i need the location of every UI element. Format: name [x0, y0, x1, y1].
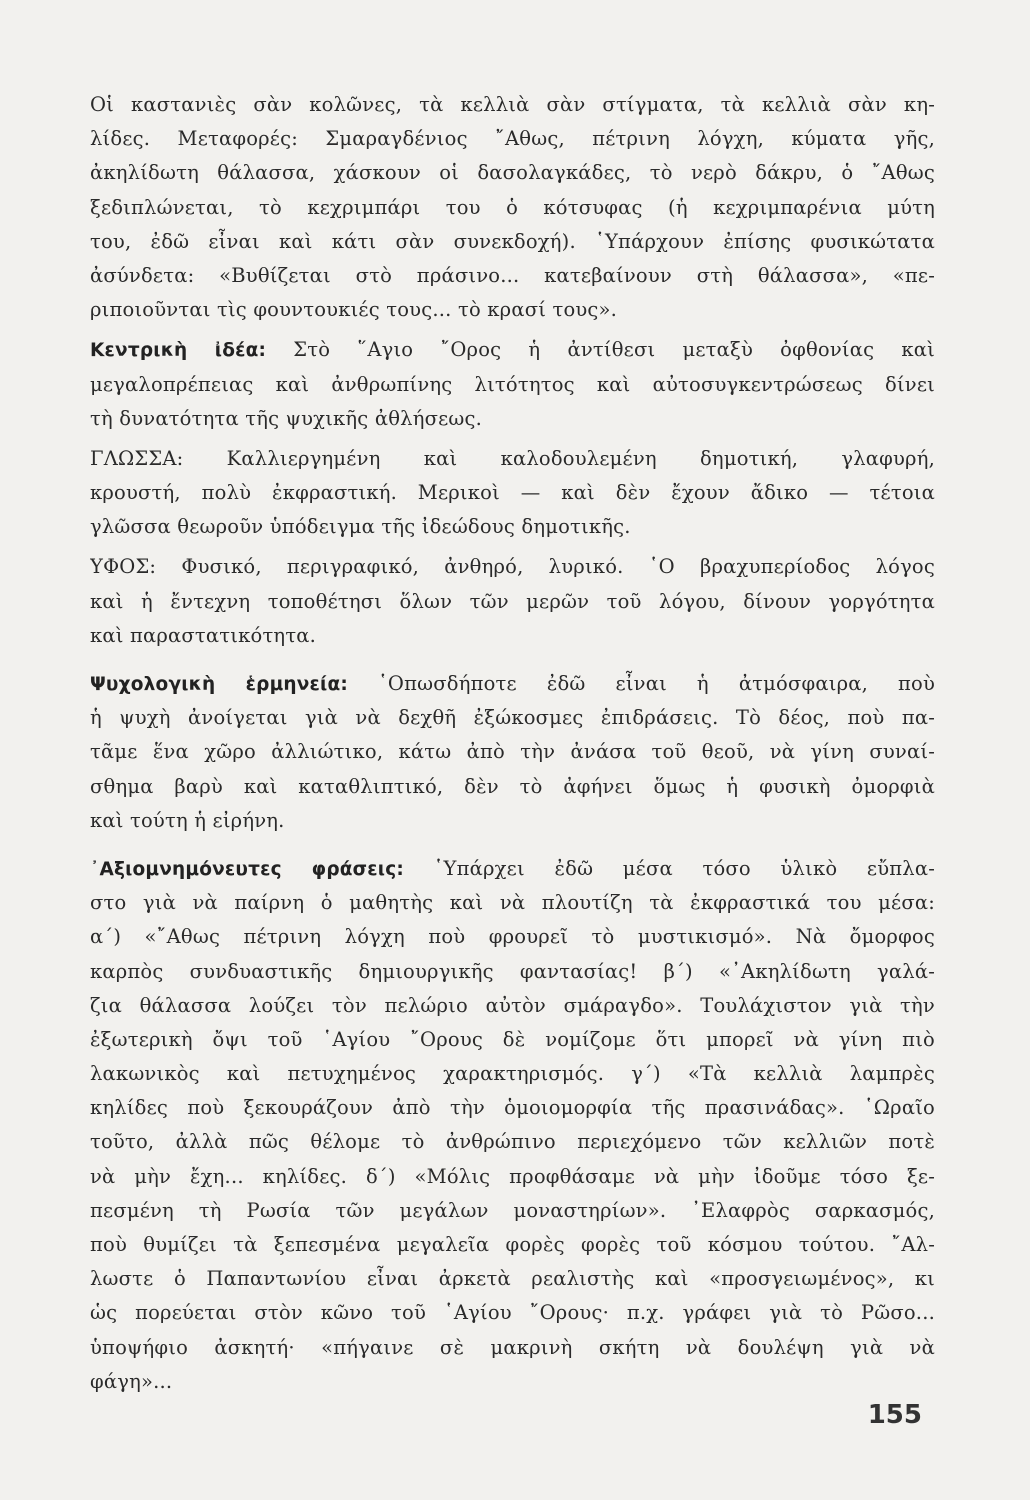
text-span: ῾Οπωσδήποτε ἐδῶ εἶναι ἡ ἀτμόσφαιρα, ποὺ [347, 672, 935, 695]
text-line: ἀκηλίδωτη θάλασσα, χάσκουν οἱ δασολαγκάδες, τὸ νερὸ δάκρυ, ὁ ῎Αθως [90, 161, 935, 185]
text-line: ὑποψήφιο ἀσκητή· «πήγαινε σὲ μακρινὴ σκήτη νὰ δουλέψη γιὰ νὰ [90, 1335, 935, 1359]
text-line: ξεδιπλώνεται, τὸ κεχριμπάρι του ὁ κότσυφας (ἡ κεχριμπαρένια μύτη [90, 195, 935, 219]
text-line: α΄) «῎Αθως πέτρινη λόγχη ποὺ φρουρεῖ τὸ μυστικισμό». Νὰ ὄμορφος [90, 925, 935, 949]
paragraph-metaphors [90, 88, 935, 327]
text-line: ποὺ θυμίζει τὰ ξεπεσμένα μεγαλεῖα φορὲς φορὲς τοῦ κόσμου τούτου. ῎Αλ- [90, 1233, 935, 1256]
paragraph-style [90, 550, 935, 653]
text-line: τοῦτο, ἀλλὰ πῶς θέλομε τὸ ἀνθρώπινο περιεχόμενο τῶν κελλιῶν ποτὲ [90, 1130, 935, 1154]
section-heading: Ψυχολογικὴ ἑρμηνεία: [90, 674, 348, 695]
text-line: κηλίδες ποὺ ξεκουράζουν ἀπὸ τὴν ὁμοιομορφία τῆς πρασινάδας». ῾Ωραῖο [90, 1096, 935, 1120]
text-line [90, 333, 935, 367]
text-line: σθημα βαρὺ καὶ καταθλιπτικό, δὲν τὸ ἀφήνει ὅμως ἡ φυσικὴ ὀμορφιὰ [90, 774, 935, 798]
page-number: 155 [867, 1400, 922, 1430]
section-heading: ᾿Αξιομνημόνευτες φράσεις: [90, 858, 404, 880]
text-line: γλῶσσα θεωροῦν ὑπόδειγμα τῆς ἰδεώδους δημοτικῆς. [90, 515, 631, 539]
text-line: λακωνικὸς καὶ πετυχημένος χαρακτηρισμός. γ΄) «Τὰ κελλιὰ λαμπρὲς [90, 1062, 935, 1086]
paragraph-memorable-phrases [90, 852, 935, 1399]
text-line: κρουστή, πολὺ ἐκφραστική. Μερικοὶ — καὶ δὲν ἔχουν ἄδικο — τέτοια [90, 481, 935, 505]
text-line: Οἱ καστανιὲς σὰν κολῶνες, τὰ κελλιὰ σὰν στίγματα, τὰ κελλιὰ σὰν κη- [90, 93, 935, 116]
text-line: στο γιὰ νὰ παίρνη ὁ μαθητὴς καὶ νὰ πλουτίζη τὰ ἐκφραστικά του μέσα: [90, 891, 935, 915]
text-line: ἡ ψυχὴ ἀνοίγεται γιὰ νὰ δεχθῆ ἐξώκοσμες ἐπιδράσεις. Τὸ δέος, ποὺ πα- [90, 706, 935, 730]
text-line: του, ἐδῶ εἶναι καὶ κάτι σὰν συνεκδοχή). ῾Υπάρχουν ἐπίσης φυσικώτατα [90, 229, 935, 253]
text-line: μεγαλοπρέπειας καὶ ἀνθρωπίνης λιτότητος καὶ αὐτοσυγκεντρώσεως δίνει [90, 372, 935, 396]
text-span: Στὸ ῞Αγιο ῎Ορος ἡ ἀντίθεσι μεταξὺ ὀφθονίας καὶ [266, 338, 935, 362]
text-line: ριποιοῦνται τὶς φουντουκιές τους... τὸ κρασί τους». [90, 298, 618, 322]
text-line: φάγη»... [90, 1369, 173, 1393]
text-line: καὶ ἡ ἔντεχνη τοποθέτησι ὅλων τῶν μερῶν τοῦ λόγου, δίνουν γοργότητα [90, 589, 935, 613]
text-line [90, 852, 935, 886]
text-line: λωστε ὁ Παπαντωνίου εἶναι ἀρκετὰ ρεαλιστὴς καὶ «προσγειωμένος», κι [90, 1267, 935, 1291]
text-line: ΥΦΟΣ: Φυσικό, περιγραφικό, ἀνθηρό, λυρικό. ῾Ο βραχυπερίοδος λόγος [90, 555, 935, 579]
text-line: ἐξωτερικὴ ὄψι τοῦ ῾Αγίου ῎Ορους δὲ νομίζομε ὅτι μπορεῖ νὰ γίνη πιὸ [90, 1027, 935, 1051]
text-line: ΓΛΩΣΣΑ: Καλλιεργημένη καὶ καλοδουλεμένη δημοτική, γλαφυρή, [90, 446, 935, 470]
text-line: τᾶμε ἕνα χῶρο ἀλλιώτικο, κάτω ἀπὸ τὴν ἀνάσα τοῦ θεοῦ, νὰ γίνη συναί- [90, 740, 935, 764]
text-line: ἀσύνδετα: «Βυθίζεται στὸ πράσινο... κατεβαίνουν στὴ θάλασσα», «πε- [90, 263, 935, 287]
paragraph-language [90, 442, 935, 545]
text-line: καὶ παραστατικότητα. [90, 623, 317, 647]
page-body [90, 88, 935, 1399]
paragraph-central-idea [90, 333, 935, 436]
text-line: λίδες. Μεταφορές: Σμαραγδένιος ῎Αθως, πέτρινη λόγχη, κύματα γῆς, [90, 127, 935, 151]
text-line: νὰ μὴν ἔχη... κηλίδες. δ΄) «Μόλις προφθάσαμε νὰ μὴν ἰδοῦμε τόσο ξε- [90, 1164, 935, 1188]
text-line: τὴ δυνατότητα τῆς ψυχικῆς ἀθλήσεως. [90, 406, 483, 430]
paragraph-psychological [90, 667, 935, 838]
text-line [90, 667, 935, 701]
text-line: καρπὸς συνδυαστικῆς δημιουργικῆς φαντασίας! β΄) «᾿Ακηλίδωτη γαλά- [90, 959, 935, 983]
text-line: πεσμένη τὴ Ρωσία τῶν μεγάλων μοναστηρίων». ᾿Ελαφρὸς σαρκασμός, [90, 1198, 935, 1222]
text-line: ζια θάλασσα λούζει τὸν πελώριο αὐτὸν σμάραγδο». Τουλάχιστον γιὰ τὴν [90, 993, 935, 1017]
text-span: ῾Υπάρχει ἐδῶ μέσα τόσο ὑλικὸ εὔπλα- [403, 856, 935, 880]
section-heading: Κεντρικὴ ἰδέα: [90, 340, 267, 362]
text-line: ὡς πορεύεται στὸν κῶνο τοῦ ῾Αγίου ῎Ορους· π.χ. γράφει γιὰ τὸ Ρῶσο... [90, 1301, 935, 1325]
text-line: καὶ τούτη ἡ εἰρήνη. [90, 808, 285, 832]
